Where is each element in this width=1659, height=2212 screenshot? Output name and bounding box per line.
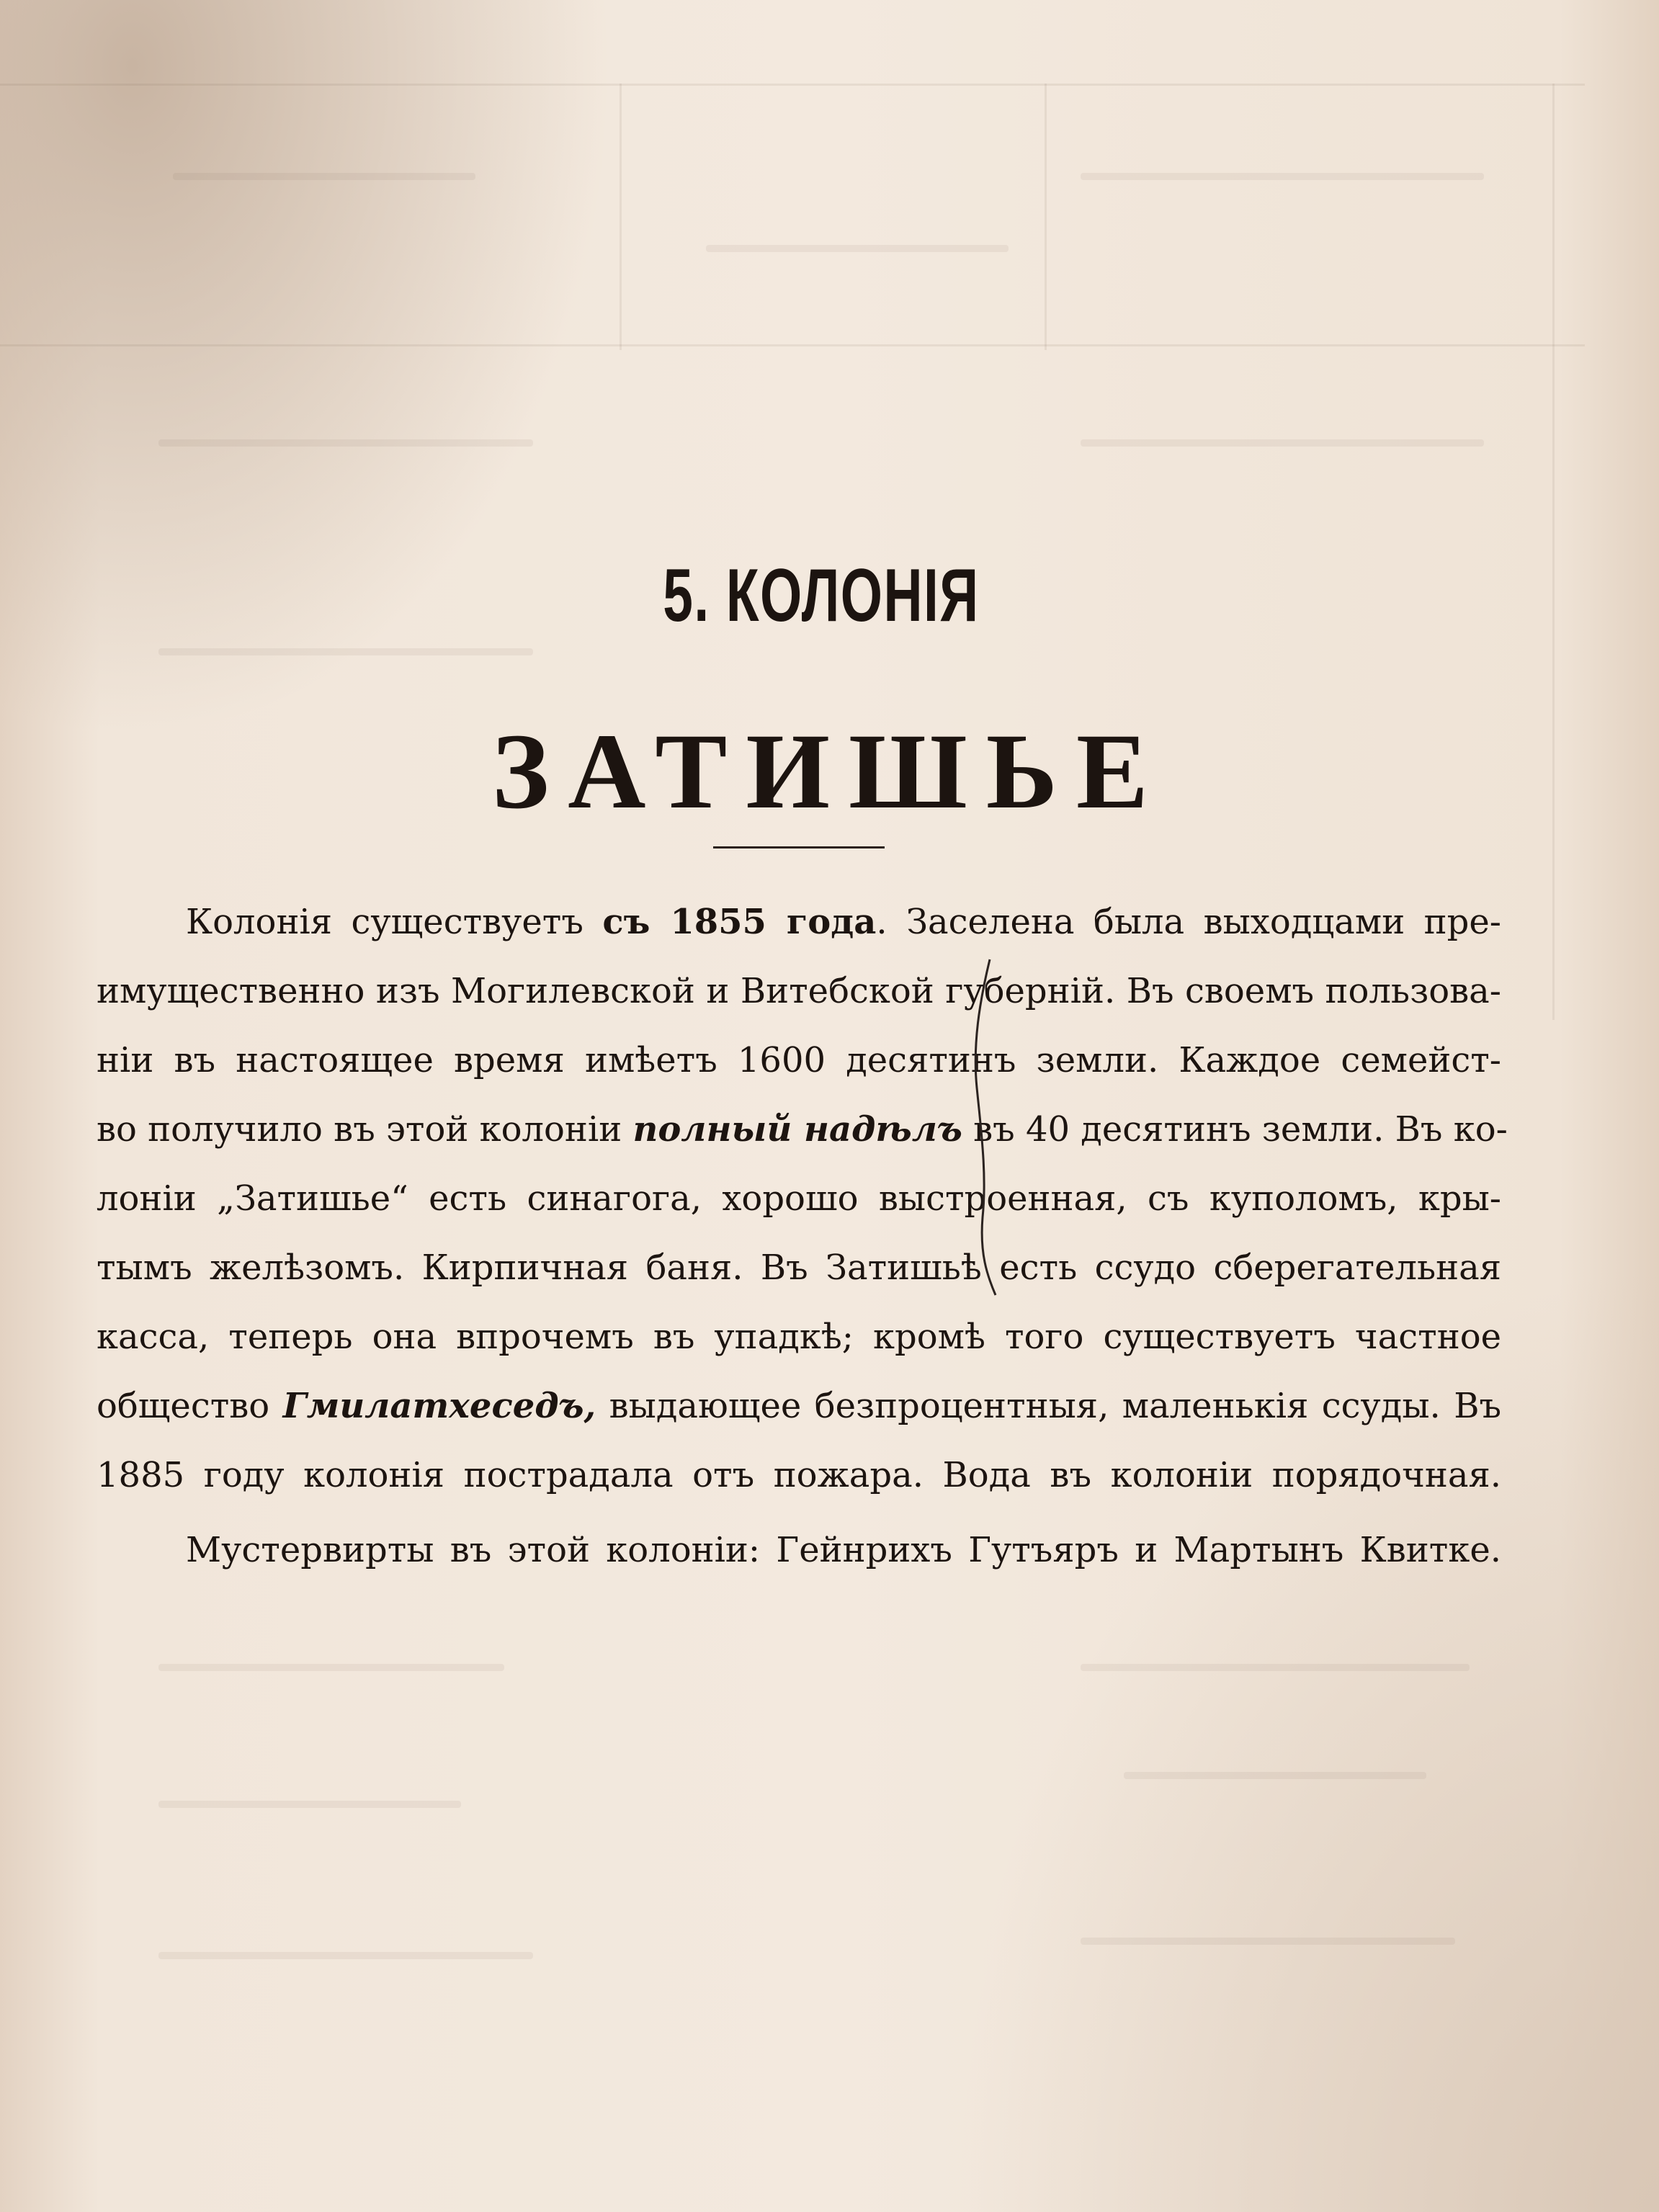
show-through-rule: [620, 84, 622, 350]
show-through-text: [706, 245, 1009, 252]
text-line: тымъ желѣзомъ. Кирпичная баня. Въ Затишьѣ есть ссудо сберегательная: [97, 1248, 1501, 1288]
show-through-text: [1124, 1772, 1426, 1779]
text-line: 1885 году колонія пострадала отъ пожара. Вода въ колоніи порядочная.: [97, 1455, 1501, 1495]
paragraph-2: Мустервирты въ этой колоніи: Гейнрихъ Гутъяръ и Мартынъ Квитке.: [186, 1530, 1501, 1570]
show-through-rule: [1552, 84, 1555, 1020]
text-line: касса, теперь она впрочемъ въ упадкѣ; кромѣ того существуетъ частное: [97, 1317, 1501, 1357]
text-line: во получило въ этой колоніи полный надѣлъ въ 40 десятинъ земли. Въ ко-: [97, 1109, 1508, 1150]
colony-title: ЗАТИШЬЕ: [492, 712, 1167, 831]
show-through-text: [1081, 1664, 1470, 1671]
show-through-text: [158, 1664, 504, 1671]
text-line: Колонія существуетъ съ 1855 года. Заселена была выходцами пре-: [186, 902, 1501, 942]
show-through-text: [158, 648, 533, 655]
show-through-text: [158, 1801, 461, 1808]
colony-number-heading: 5. КОЛОНІЯ: [663, 554, 980, 637]
text-line: имущественно изъ Могилевской и Витебской губерній. Въ своемъ пользова-: [97, 971, 1501, 1011]
text-line: лоніи „Затишье“ есть синагога, хорошо выстроенная, съ куполомъ, кры-: [97, 1178, 1501, 1219]
show-through-text: [1081, 1938, 1455, 1945]
title-divider: [713, 846, 885, 848]
show-through-text: [158, 1952, 533, 1959]
show-through-text: [1081, 439, 1484, 447]
text-line: общество Гмилатхеседъ, выдающее безпроцентныя, маленькія ссуды. Въ: [97, 1386, 1502, 1426]
emphasis-society-name: Гмилатхеседъ,: [282, 1386, 596, 1426]
founding-year: съ 1855 года: [602, 902, 877, 942]
show-through-rule: [1045, 84, 1047, 350]
paragraph-1: [97, 887, 1508, 1510]
emphasis-full-allotment: полный надѣлъ: [632, 1109, 962, 1150]
show-through-text: [173, 173, 475, 180]
show-through-text: [1081, 173, 1484, 180]
show-through-text: [158, 439, 533, 447]
show-through-rule: [0, 344, 1585, 346]
show-through-rule: [0, 84, 1585, 86]
text-line: ніи въ настоящее время имѣетъ 1600 десятинъ земли. Каждое семейст-: [97, 1040, 1501, 1080]
